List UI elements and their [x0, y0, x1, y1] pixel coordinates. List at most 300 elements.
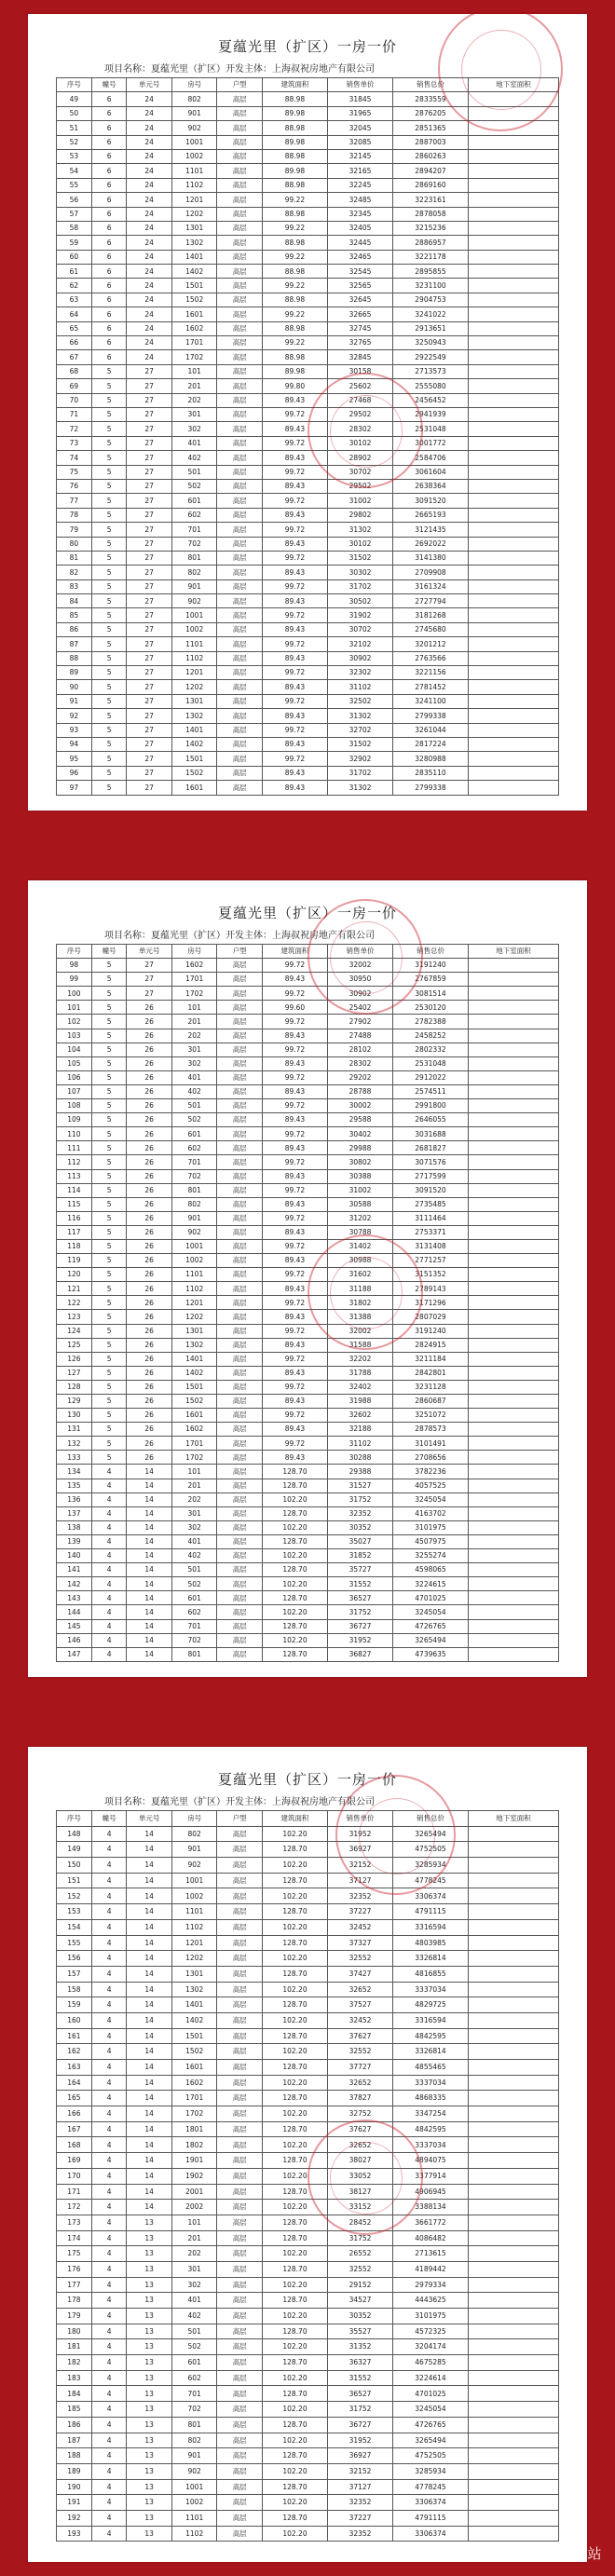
project-line: 项目名称：夏蕴光里（扩区）开发主体：上海叔祝房地产有限公司 [104, 931, 375, 941]
cell-room: 1602 [171, 2075, 217, 2091]
cell-index: 52 [57, 135, 92, 149]
cell-area: 89.98 [262, 106, 327, 120]
table-row [57, 637, 559, 651]
cell-type: 高层 [217, 1268, 263, 1282]
cell-unit-price: 31188 [328, 1282, 393, 1296]
cell-building: 6 [91, 178, 127, 192]
cell-building: 5 [91, 1084, 127, 1098]
cell-unit-price: 32702 [328, 723, 393, 737]
cell-unit-price: 32202 [328, 1352, 393, 1366]
table-row [57, 193, 559, 207]
cell-basement-area [468, 1451, 558, 1465]
cell-index: 109 [57, 1113, 92, 1127]
table-row [57, 451, 559, 465]
cell-total-price: 3261044 [393, 723, 469, 737]
table-row [57, 1951, 559, 1967]
cell-room: 701 [171, 2386, 217, 2402]
cell-area: 89.43 [262, 1423, 327, 1437]
table-row [57, 350, 559, 364]
table-row [57, 236, 559, 250]
cell-basement-area [468, 2137, 558, 2153]
cell-area: 89.43 [262, 566, 327, 579]
cell-room: 101 [171, 1465, 217, 1479]
cell-unit: 27 [127, 608, 172, 622]
cell-type: 高层 [217, 2510, 263, 2526]
column-header-unit-price: 销售单价 [328, 1811, 393, 1827]
cell-type: 高层 [217, 737, 263, 751]
cell-type: 高层 [217, 121, 263, 135]
cell-room: 1301 [171, 694, 217, 708]
cell-unit-price: 37627 [328, 2028, 393, 2044]
cell-unit-price: 37127 [328, 1873, 393, 1888]
cell-room: 402 [171, 1549, 217, 1563]
cell-unit: 27 [127, 752, 172, 766]
cell-building: 5 [91, 579, 127, 593]
cell-type: 高层 [217, 2370, 263, 2386]
cell-total-price: 2709908 [393, 566, 469, 579]
cell-room: 901 [171, 1842, 217, 1858]
cell-room: 1202 [171, 207, 217, 221]
cell-index: 142 [57, 1577, 92, 1591]
cell-area: 89.43 [262, 1225, 327, 1239]
cell-building: 4 [91, 1951, 127, 1967]
cell-room: 1301 [171, 1966, 217, 1982]
cell-basement-area [468, 1395, 558, 1409]
cell-unit-price: 28102 [328, 1043, 393, 1056]
cell-total-price: 3221178 [393, 250, 469, 264]
cell-total-price: 3061604 [393, 465, 469, 479]
cell-total-price: 3181268 [393, 608, 469, 622]
cell-basement-area [468, 2526, 558, 2542]
cell-area: 128.70 [262, 1506, 327, 1520]
cell-type: 高层 [217, 1409, 263, 1423]
cell-total-price: 3161324 [393, 579, 469, 593]
project-line: 项目名称：夏蕴光里（扩区）开发主体：上海叔祝房地产有限公司 [104, 1797, 375, 1807]
cell-area: 89.43 [262, 594, 327, 608]
cell-type: 高层 [217, 1310, 263, 1324]
cell-index: 86 [57, 622, 92, 636]
cell-area: 102.20 [262, 1520, 327, 1534]
cell-area: 102.20 [262, 1919, 327, 1935]
cell-unit: 26 [127, 1113, 172, 1127]
cell-total-price: 2869160 [393, 178, 469, 192]
table-row [57, 2230, 559, 2246]
cell-unit: 26 [127, 1029, 172, 1043]
cell-unit: 27 [127, 737, 172, 751]
cell-room: 301 [171, 2261, 217, 2277]
cell-total-price: 3151352 [393, 1268, 469, 1282]
cell-index: 156 [57, 1951, 92, 1967]
cell-index: 79 [57, 523, 92, 537]
cell-unit: 14 [127, 1479, 172, 1492]
cell-type: 高层 [217, 1619, 263, 1633]
cell-unit-price: 29388 [328, 1465, 393, 1479]
cell-room: 101 [171, 2215, 217, 2230]
cell-building: 4 [91, 1633, 127, 1647]
cell-basement-area [468, 637, 558, 651]
cell-building: 4 [91, 2433, 127, 2448]
table-row [57, 1492, 559, 1506]
cell-type: 高层 [217, 2028, 263, 2044]
cell-building: 5 [91, 1296, 127, 1310]
cell-basement-area [468, 92, 558, 106]
cell-building: 5 [91, 637, 127, 651]
cell-unit-price: 30352 [328, 1520, 393, 1534]
table-row [57, 2309, 559, 2324]
cell-basement-area [468, 321, 558, 335]
cell-unit: 26 [127, 1070, 172, 1084]
cell-index: 82 [57, 566, 92, 579]
cell-total-price: 2913651 [393, 321, 469, 335]
cell-building: 6 [91, 193, 127, 207]
cell-total-price: 3191240 [393, 959, 469, 973]
cell-room: 302 [171, 1520, 217, 1534]
cell-total-price: 4752505 [393, 2448, 469, 2464]
cell-room: 1701 [171, 2091, 217, 2106]
table-row [57, 1549, 559, 1563]
cell-unit-price: 31752 [328, 1492, 393, 1506]
cell-building: 5 [91, 436, 127, 450]
cell-area: 102.20 [262, 2526, 327, 2542]
table-row [57, 1239, 559, 1253]
cell-room: 602 [171, 1605, 217, 1619]
cell-unit: 14 [127, 2137, 172, 2153]
column-header-area: 建筑面积 [262, 945, 327, 959]
cell-unit: 14 [127, 1919, 172, 1935]
cell-unit-price: 30950 [328, 973, 393, 987]
cell-type: 高层 [217, 987, 263, 1001]
cell-room: 902 [171, 1858, 217, 1874]
table-row [57, 1997, 559, 2013]
cell-room: 1201 [171, 666, 217, 680]
cell-unit: 27 [127, 393, 172, 407]
cell-total-price: 3223161 [393, 193, 469, 207]
cell-room: 601 [171, 494, 217, 508]
table-row [57, 709, 559, 723]
table-header-row [57, 1811, 559, 1827]
cell-total-price: 4507975 [393, 1534, 469, 1548]
cell-total-price: 4572325 [393, 2324, 469, 2339]
cell-area: 89.43 [262, 1395, 327, 1409]
cell-index: 150 [57, 1858, 92, 1874]
cell-building: 4 [91, 1904, 127, 1920]
cell-building: 4 [91, 1888, 127, 1904]
cell-room: 1402 [171, 1366, 217, 1380]
table-row [57, 1647, 559, 1661]
cell-total-price: 3388134 [393, 2200, 469, 2215]
cell-building: 5 [91, 781, 127, 795]
cell-total-price: 4057525 [393, 1479, 469, 1492]
cell-area: 99.72 [262, 959, 327, 973]
cell-building: 4 [91, 1873, 127, 1888]
cell-index: 51 [57, 121, 92, 135]
cell-room: 902 [171, 2463, 217, 2479]
cell-building: 5 [91, 407, 127, 421]
cell-basement-area [468, 1842, 558, 1858]
cell-unit-price: 32152 [328, 2463, 393, 2479]
cell-total-price: 2824915 [393, 1338, 469, 1352]
cell-total-price: 4791115 [393, 1904, 469, 1920]
cell-index: 96 [57, 766, 92, 780]
cell-building: 6 [91, 265, 127, 279]
cell-room: 1502 [171, 766, 217, 780]
cell-area: 128.70 [262, 1842, 327, 1858]
cell-index: 124 [57, 1324, 92, 1338]
cell-room: 101 [171, 1001, 217, 1015]
cell-building: 5 [91, 465, 127, 479]
cell-index: 83 [57, 579, 92, 593]
cell-unit-price: 35727 [328, 1563, 393, 1577]
cell-index: 103 [57, 1029, 92, 1043]
cell-unit-price: 31302 [328, 709, 393, 723]
cell-basement-area [468, 135, 558, 149]
cell-basement-area [468, 781, 558, 795]
cell-total-price: 2574511 [393, 1084, 469, 1098]
cell-unit: 14 [127, 2184, 172, 2200]
cell-unit-price: 30788 [328, 1225, 393, 1239]
cell-building: 5 [91, 1001, 127, 1015]
cell-unit: 13 [127, 2230, 172, 2246]
table-row [57, 1506, 559, 1520]
table-row [57, 973, 559, 987]
cell-room: 101 [171, 364, 217, 378]
cell-total-price: 3251072 [393, 1409, 469, 1423]
cell-index: 140 [57, 1549, 92, 1563]
cell-room: 801 [171, 1183, 217, 1197]
cell-area: 128.70 [262, 2230, 327, 2246]
table-row [57, 2091, 559, 2106]
cell-area: 89.43 [262, 651, 327, 665]
cell-type: 高层 [217, 1465, 263, 1479]
cell-type: 高层 [217, 135, 263, 149]
cell-index: 90 [57, 680, 92, 694]
cell-basement-area [468, 2402, 558, 2418]
cell-type: 高层 [217, 1549, 263, 1563]
cell-building: 5 [91, 1225, 127, 1239]
cell-type: 高层 [217, 1423, 263, 1437]
cell-building: 6 [91, 350, 127, 364]
cell-unit-price: 37427 [328, 1966, 393, 1982]
cell-room: 1102 [171, 178, 217, 192]
table-row [57, 2075, 559, 2091]
cell-index: 176 [57, 2261, 92, 2277]
cell-total-price: 4816855 [393, 1966, 469, 1982]
table-row [57, 1966, 559, 1982]
table-row [57, 566, 559, 579]
cell-type: 高层 [217, 1225, 263, 1239]
table-row [57, 2339, 559, 2355]
cell-unit-price: 36727 [328, 2417, 393, 2433]
cell-type: 高层 [217, 1506, 263, 1520]
cell-room: 901 [171, 2448, 217, 2464]
column-header-room: 房号 [171, 1811, 217, 1827]
cell-unit-price: 31988 [328, 1395, 393, 1409]
cell-building: 6 [91, 250, 127, 264]
column-header-building: 幢号 [91, 1811, 127, 1827]
price-sheet-page-2 [28, 880, 587, 1677]
cell-total-price: 2665193 [393, 508, 469, 522]
cell-index: 87 [57, 637, 92, 651]
cell-unit: 24 [127, 149, 172, 163]
table-row [57, 1842, 559, 1858]
cell-type: 高层 [217, 537, 263, 551]
cell-basement-area [468, 293, 558, 307]
cell-type: 高层 [217, 1935, 263, 1951]
cell-total-price: 2860263 [393, 149, 469, 163]
cell-basement-area [468, 336, 558, 350]
cell-unit-price: 31788 [328, 1366, 393, 1380]
table-row [57, 1423, 559, 1437]
cell-total-price: 2692022 [393, 537, 469, 551]
cell-total-price: 4701025 [393, 1591, 469, 1605]
cell-index: 181 [57, 2339, 92, 2355]
cell-unit-price: 32102 [328, 637, 393, 651]
cell-index: 133 [57, 1451, 92, 1465]
cell-index: 59 [57, 236, 92, 250]
cell-type: 高层 [217, 2168, 263, 2184]
cell-area: 99.72 [262, 987, 327, 1001]
cell-total-price: 3782236 [393, 1465, 469, 1479]
cell-index: 122 [57, 1296, 92, 1310]
cell-type: 高层 [217, 2261, 263, 2277]
cell-unit: 26 [127, 1338, 172, 1352]
cell-room: 1601 [171, 2060, 217, 2076]
table-row [57, 1127, 559, 1141]
cell-area: 99.72 [262, 1352, 327, 1366]
cell-type: 高层 [217, 1982, 263, 1997]
cell-unit-price: 32405 [328, 221, 393, 235]
cell-index: 191 [57, 2495, 92, 2511]
cell-building: 5 [91, 973, 127, 987]
cell-total-price: 4726765 [393, 1619, 469, 1633]
cell-building: 5 [91, 694, 127, 708]
cell-area: 88.98 [262, 121, 327, 135]
cell-type: 高层 [217, 2060, 263, 2076]
cell-basement-area [468, 2153, 558, 2169]
cell-building: 4 [91, 2153, 127, 2169]
cell-room: 1502 [171, 293, 217, 307]
cell-type: 高层 [217, 1043, 263, 1056]
cell-building: 5 [91, 651, 127, 665]
table-row [57, 407, 559, 421]
table-row [57, 594, 559, 608]
cell-room: 1101 [171, 2510, 217, 2526]
cell-basement-area [468, 1338, 558, 1352]
cell-area: 102.20 [262, 1549, 327, 1563]
cell-basement-area [468, 1423, 558, 1437]
cell-index: 135 [57, 1479, 92, 1492]
cell-index: 143 [57, 1591, 92, 1605]
cell-unit: 14 [127, 1826, 172, 1842]
cell-room: 1501 [171, 752, 217, 766]
cell-total-price: 2708656 [393, 1451, 469, 1465]
cell-basement-area [468, 393, 558, 407]
cell-room: 502 [171, 2339, 217, 2355]
cell-basement-area [468, 608, 558, 622]
cell-area: 88.98 [262, 207, 327, 221]
table-row [57, 121, 559, 135]
cell-basement-area [468, 2028, 558, 2044]
cell-unit: 27 [127, 364, 172, 378]
cell-unit: 14 [127, 2075, 172, 2091]
cell-area: 99.22 [262, 193, 327, 207]
cell-type: 高层 [217, 2386, 263, 2402]
cell-area: 89.43 [262, 1338, 327, 1352]
cell-basement-area [468, 2168, 558, 2184]
column-header-building: 幢号 [91, 78, 127, 92]
cell-type: 高层 [217, 1113, 263, 1127]
table-row [57, 1935, 559, 1951]
cell-building: 4 [91, 1982, 127, 1997]
cell-unit-price: 37227 [328, 2510, 393, 2526]
cell-index: 187 [57, 2433, 92, 2448]
cell-total-price: 3316594 [393, 2012, 469, 2028]
cell-basement-area [468, 1239, 558, 1253]
cell-area: 128.70 [262, 1966, 327, 1982]
cell-type: 高层 [217, 551, 263, 565]
cell-room: 1101 [171, 637, 217, 651]
cell-area: 102.20 [262, 2044, 327, 2060]
cell-area: 99.72 [262, 1324, 327, 1338]
cell-index: 66 [57, 336, 92, 350]
cell-index: 97 [57, 781, 92, 795]
cell-room: 501 [171, 1099, 217, 1113]
cell-basement-area [468, 364, 558, 378]
cell-area: 128.70 [262, 2184, 327, 2200]
cell-unit-price: 31502 [328, 737, 393, 751]
cell-unit: 13 [127, 2215, 172, 2230]
table-row [57, 1338, 559, 1352]
cell-building: 5 [91, 508, 127, 522]
cell-building: 4 [91, 2200, 127, 2215]
cell-area: 89.43 [262, 1366, 327, 1380]
cell-building: 5 [91, 1338, 127, 1352]
cell-index: 183 [57, 2370, 92, 2386]
cell-total-price: 2842801 [393, 1366, 469, 1380]
cell-area: 89.43 [262, 479, 327, 493]
table-row [57, 1254, 559, 1268]
cell-area: 89.43 [262, 508, 327, 522]
cell-area: 128.70 [262, 2510, 327, 2526]
cell-index: 91 [57, 694, 92, 708]
cell-type: 高层 [217, 422, 263, 436]
cell-type: 高层 [217, 2277, 263, 2293]
cell-total-price: 4894075 [393, 2153, 469, 2169]
cell-index: 56 [57, 193, 92, 207]
table-row [57, 723, 559, 737]
cell-basement-area [468, 1001, 558, 1015]
cell-type: 高层 [217, 2309, 263, 2324]
cell-area: 99.72 [262, 608, 327, 622]
cell-room: 302 [171, 1056, 217, 1070]
cell-index: 67 [57, 350, 92, 364]
table-row [57, 2433, 559, 2448]
cell-building: 6 [91, 164, 127, 178]
cell-index: 102 [57, 1015, 92, 1029]
cell-unit: 14 [127, 2121, 172, 2137]
table-row [57, 279, 559, 293]
cell-total-price: 4829725 [393, 1997, 469, 2013]
cell-unit-price: 31852 [328, 1549, 393, 1563]
cell-index: 64 [57, 307, 92, 321]
table-row [57, 1858, 559, 1874]
cell-unit-price: 32445 [328, 236, 393, 250]
table-row [57, 2060, 559, 2076]
cell-unit: 14 [127, 1633, 172, 1647]
cell-building: 4 [91, 2510, 127, 2526]
cell-total-price: 3255274 [393, 1549, 469, 1563]
cell-building: 4 [91, 1605, 127, 1619]
